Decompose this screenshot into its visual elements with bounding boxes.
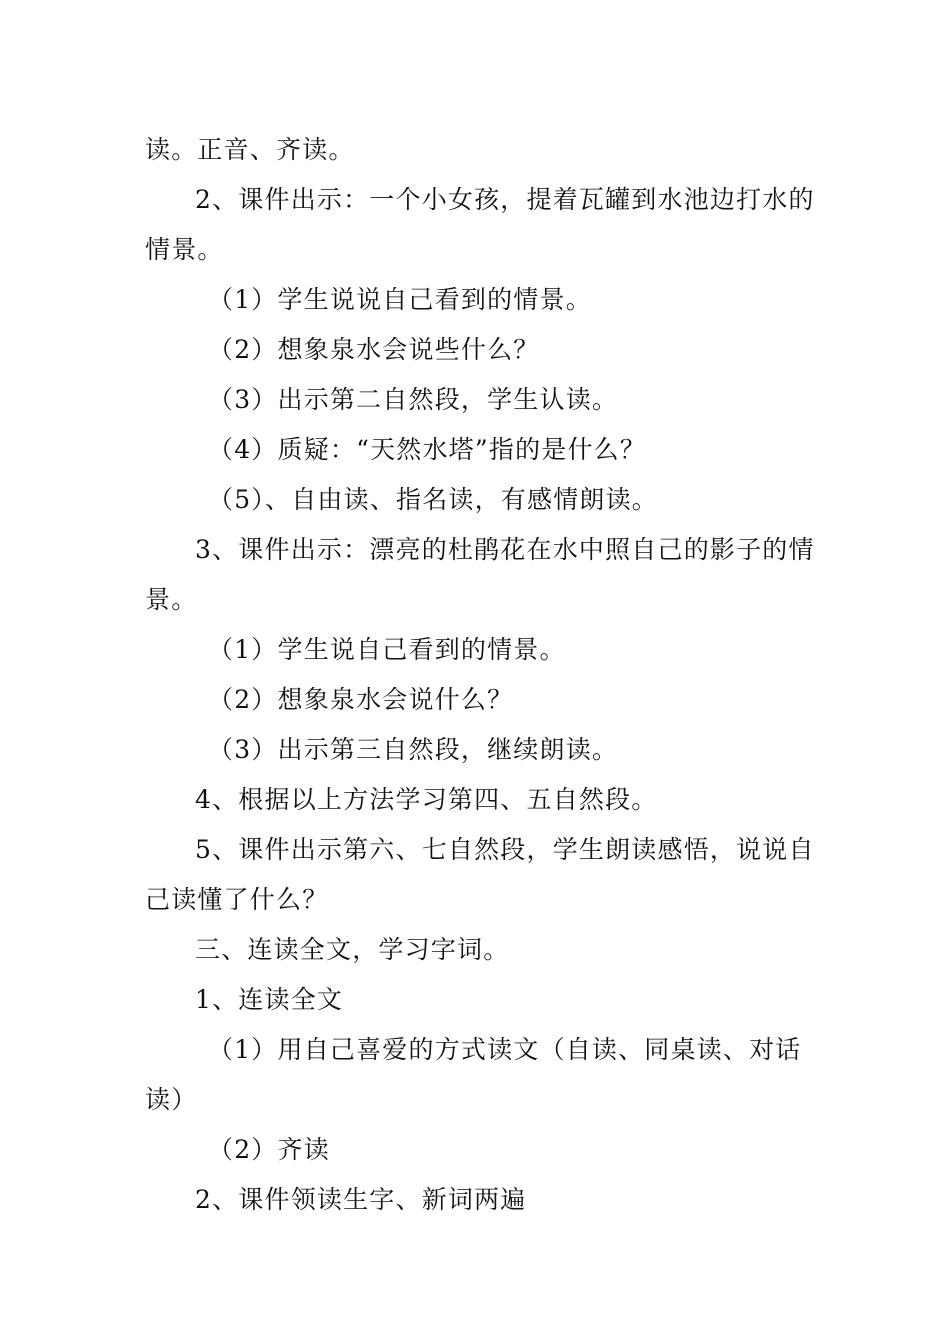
text-line: 3、课件出示：漂亮的杜鹃花在水中照自己的影子的情 (195, 535, 815, 564)
text-line: 三、连读全文，学习字词。 (195, 935, 510, 964)
text-line: （3）出示第三自然段，继续朗读。 (208, 735, 619, 764)
text-line: （2）想象泉水会说些什么？ (208, 335, 540, 364)
text-line: （1）学生说自己看到的情景。 (208, 635, 566, 664)
text-line: 己读懂了什么？ (145, 885, 329, 914)
text-line: 景。 (145, 585, 198, 614)
text-line: 4、根据以上方法学习第四、五自然段。 (195, 785, 658, 814)
text-line: （1）学生说说自己看到的情景。 (208, 285, 592, 314)
text-line: 2、课件出示：一个小女孩，提着瓦罐到水池边打水的 (195, 185, 815, 214)
text-line: （4）质疑：“天然水塔”指的是什么？ (208, 435, 647, 464)
text-line: （3）出示第二自然段，学生认读。 (208, 385, 619, 414)
text-line: 2、课件领读生字、新词两遍 (195, 1185, 527, 1214)
text-line: 情景。 (145, 235, 224, 264)
text-line: 1、连读全文 (195, 985, 344, 1014)
text-line: （2）想象泉水会说什么？ (208, 685, 514, 714)
text-line: （5）、自由读、指名读，有感情朗读。 (208, 485, 659, 514)
text-line: 读。正音、齐读。 (145, 135, 355, 164)
text-line: 5、课件出示第六、七自然段，学生朗读感悟，说说自 (195, 835, 815, 864)
text-line: （1）用自己喜爱的方式读文（自读、同桌读、对话 (208, 1035, 802, 1064)
text-line: （2）齐读 (208, 1135, 330, 1164)
text-line: 读） (145, 1085, 198, 1114)
